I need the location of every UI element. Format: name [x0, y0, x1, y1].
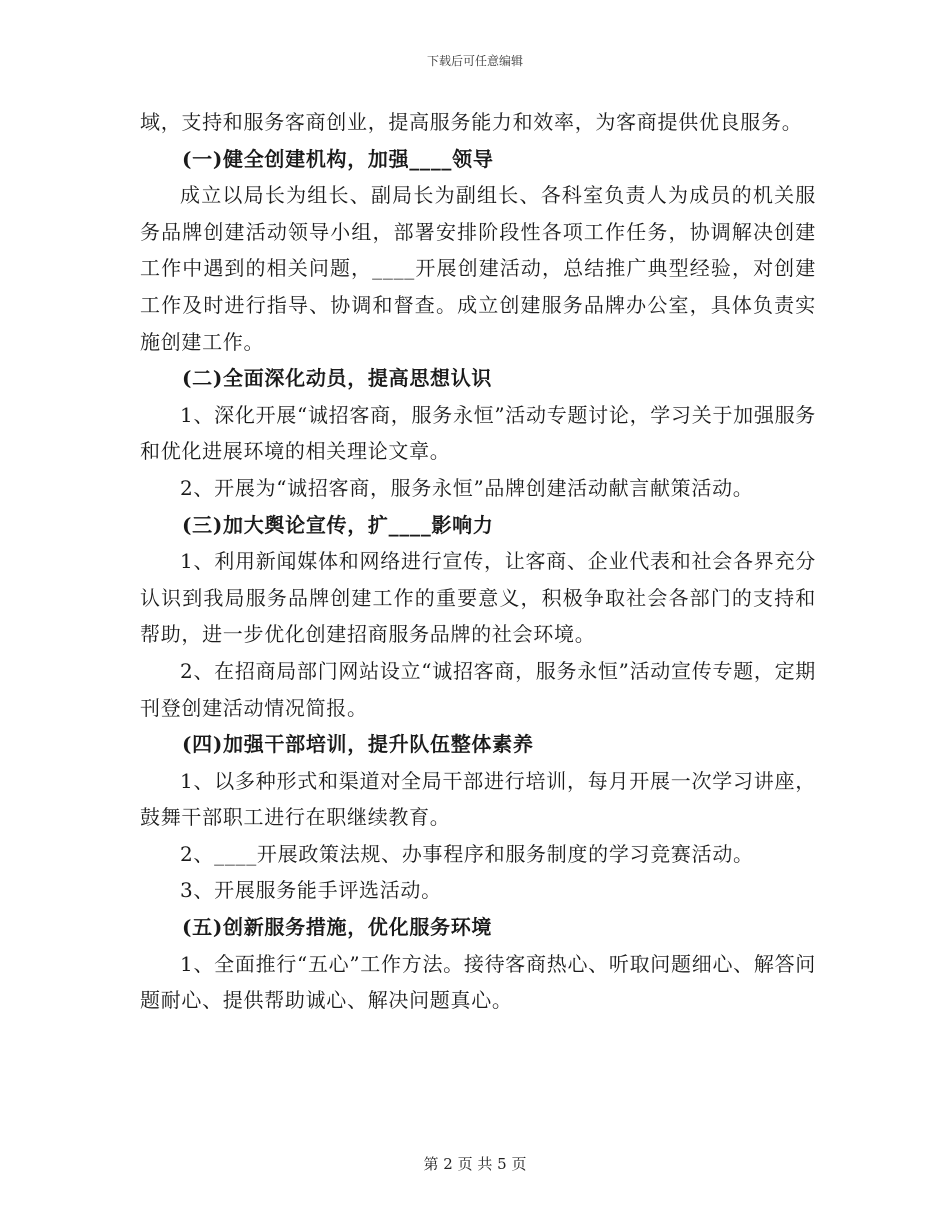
paragraph: 2、在招商局部门网站设立“诚招客商，服务永恒”活动宣传专题，定期刊登创建活动情况简报。 — [140, 658, 816, 720]
section-heading-2: (二)全面深化动员，提高思想认识 — [182, 366, 493, 391]
paragraph: 1、利用新闻媒体和网络进行宣传，让客商、企业代表和社会各界充分认识到我局服务品牌创建工作的重要意义，积极争取社会各部门的支持和帮助，进一步优化创建招商服务品牌的社会环境。 — [140, 549, 816, 647]
section-heading-3: (三)加大舆论宣传，扩____影响力 — [182, 512, 494, 537]
section-heading-4: (四)加强干部培训，提升队伍整体素养 — [182, 732, 534, 757]
page-header: 下载后可任意编辑 — [426, 54, 523, 68]
section-heading-5: (五)创新服务措施，优化服务环境 — [182, 915, 493, 940]
paragraph: 1、以多种形式和渠道对全局干部进行培训，每月开展一次学习讲座，鼓舞干部职工进行在职继续教育。 — [140, 768, 816, 830]
paragraph-continuation: 域，支持和服务客商创业，提高服务能力和效率，为客商提供优良服务。 — [140, 110, 803, 134]
paragraph: 1、深化开展“诚招客商，服务永恒”活动专题讨论，学习关于加强服务和优化进展环境的相关理论文章。 — [140, 402, 816, 464]
section-heading-1: (一)健全创建机构，加强____领导 — [182, 146, 494, 171]
paragraph: 3、开展服务能手评选活动。 — [180, 878, 442, 903]
paragraph: 2、开展为“诚招客商，服务永恒”品牌创建活动献言献策活动。 — [180, 475, 754, 500]
document-body — [140, 104, 816, 1019]
paragraph: 成立以局长为组长、副局长为副组长、各科室负责人为成员的机关服务品牌创建活动领导小组，部署安排阶段性各项工作任务，协调解决创建工作中遇到的相关问题，____开展创建活动，总结推广典型经验，对创建工作及时进行指导、协调和督查。成立创建服务品牌办公室，具体负责实施创建工作。 — [140, 183, 816, 354]
paragraph: 1、全面推行“五心”工作方法。接待客商热心、听取问题细心、解答问题耐心、提供帮助诚心、解决问题真心。 — [140, 951, 816, 1013]
paragraph: 2、____开展政策法规、办事程序和服务制度的学习竞赛活动。 — [180, 841, 754, 866]
page-number-footer: 第 2 页 共 5 页 — [423, 1155, 527, 1173]
